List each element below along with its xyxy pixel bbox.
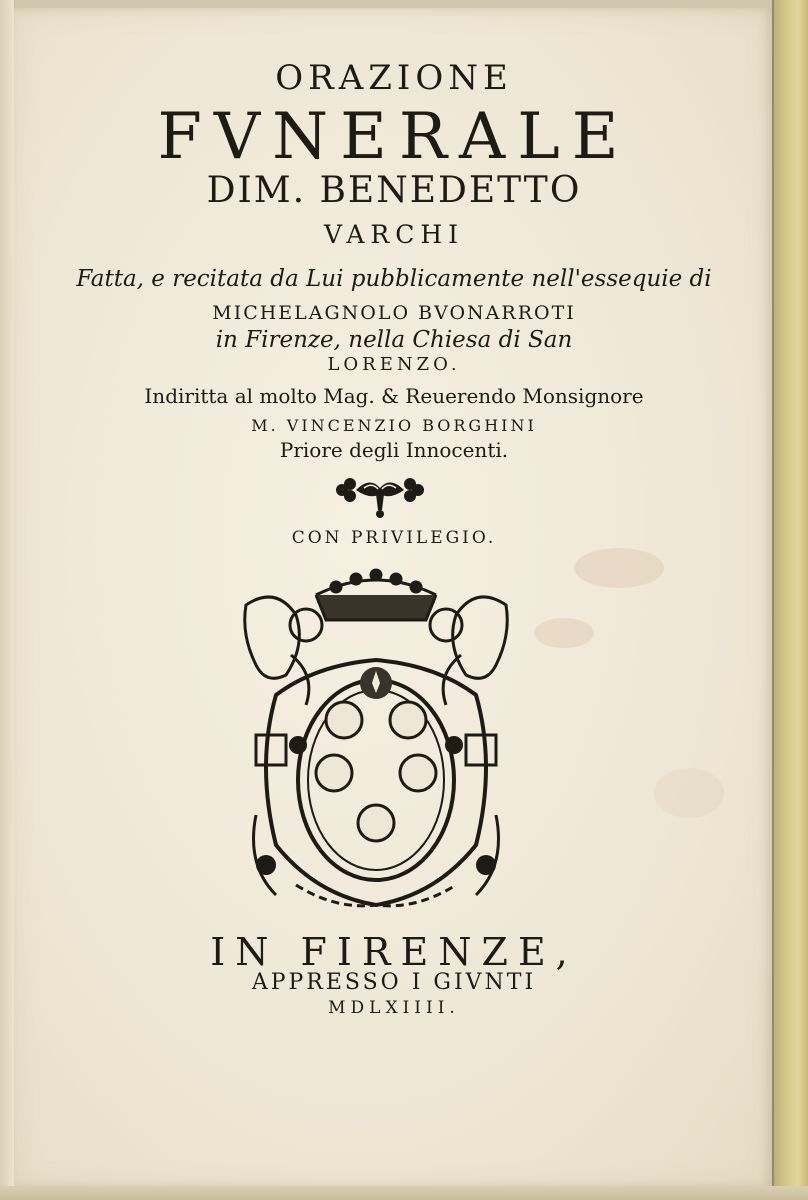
subtitle-line-3: LORENZO. — [327, 354, 461, 375]
subtitle-line-2: in Firenze, nella Chiesa di San — [215, 327, 573, 353]
imprint-printer: APPRESSO I GIVNTI — [251, 970, 537, 995]
title-line-funerale: FVNERALE — [157, 100, 631, 174]
coat-of-arms-icon — [236, 565, 516, 915]
page-bottom-edge — [0, 1186, 808, 1200]
page-left-edge — [0, 0, 15, 1200]
subtitle-line-1: Fatta, e recitata da Lui pubblicamente nell'essequie di — [76, 266, 712, 292]
author-line: DIM. BENEDETTO — [206, 170, 582, 211]
subject-name: MICHELAGNOLO BVONARROTI — [212, 302, 576, 324]
author-surname: VARCHI — [323, 220, 465, 249]
dedicatee-name: M. VINCENZIO BORGHINI — [251, 416, 537, 435]
title-line-orazione: ORAZIONE — [275, 58, 513, 98]
paper-stain — [654, 768, 724, 818]
dedication-line-1: Indiritta al molto Mag. & Reuerendo Monsignore — [144, 384, 644, 408]
imprint-date: MDLXIIII. — [328, 998, 460, 1018]
vellum-spine — [772, 0, 808, 1200]
imprint-city: IN FIRENZE, — [210, 930, 578, 974]
paper-stain — [574, 548, 664, 588]
privilege-notice: CON PRIVILEGIO. — [291, 528, 497, 548]
dedicatee-title: Priore degli Innocenti. — [279, 438, 509, 462]
paper-stain — [534, 618, 594, 648]
fleuron-ornament-icon — [330, 470, 430, 520]
